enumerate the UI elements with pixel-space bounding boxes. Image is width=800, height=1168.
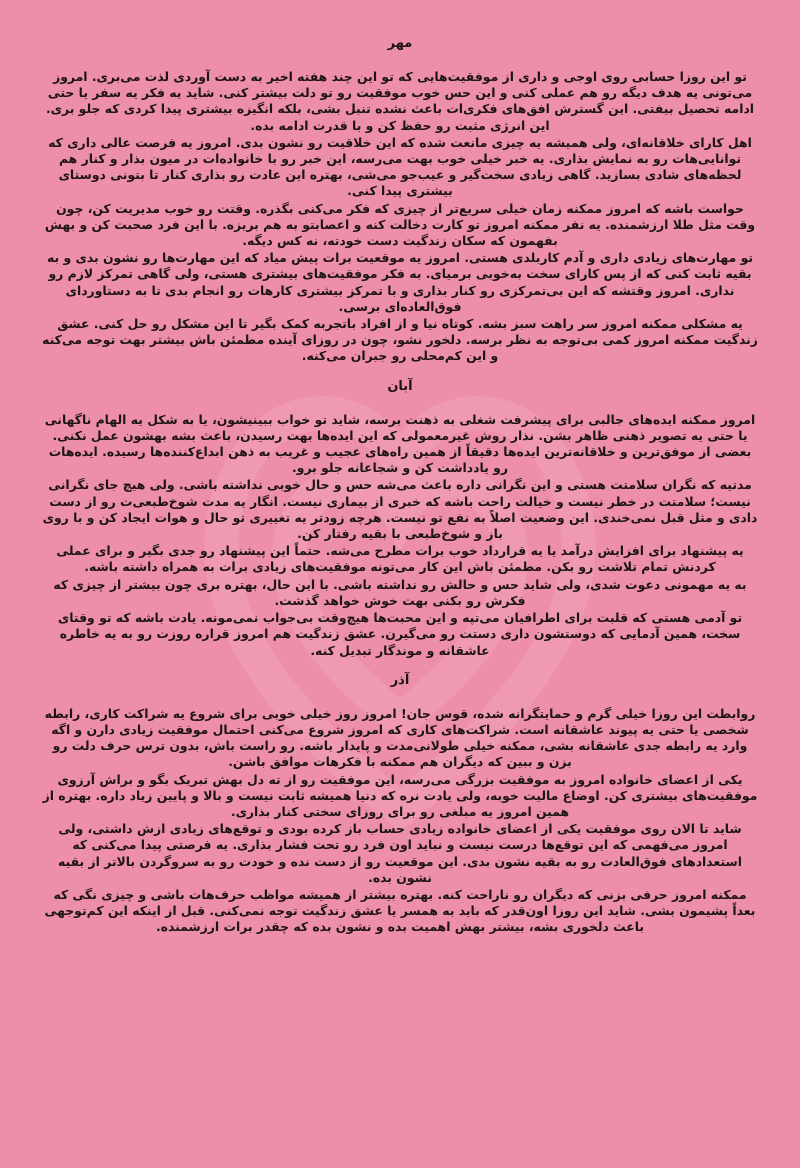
section-title: آبان [387, 378, 413, 394]
paragraph: روابطت این روزا خیلی گرم و حمایتگرانه شده، قوس جان! امروز روز خیلی خوبی برای شروع یه شراکت کاری، رابطه شخصی یا حتی یه پیوند عاشقانه است. شراکت‌های کاری که امروز شروع می‌کنی احتمال موفقیت زیادی دارن و اگه وارد یه رابطه جدی عاشقانه بشی، ممکنه خیلی طولانی‌مدت و پایدار باشه. رو راست باش، بدون ترس حرف دلت رو بزن و ببین که دیگران هم ممکنه با فکرهات موافق باشن. [44, 705, 756, 770]
paragraph: تو مهارت‌های زیادی داری و آدم کاربلدی هستی. امروز یه موقعیت برات پیش میاد که این مهارت‌ها رو نشون بدی و به بقیه ثابت کنی که از پس کارای سخت به‌خوبی برمیای. به فکر موفقیت‌های بیشتری هستی، ولی گاهی تمرکز لازم رو نداری. امروز وقتشه که این بی‌تمرکزی رو کنار بذاری و با تمرکز بیشتری کارهات رو انجام بدی تا به دستاوردای فوق‌العاده‌ای برسی. [47, 250, 753, 314]
section-aban [40, 379, 760, 659]
paragraph: یه مشکلی ممکنه امروز سر راهت سبز بشه. کوتاه نیا و از افراد باتجربه کمک بگیر تا این مشکل رو حل کنی. عشق زندگیت ممکنه امروز کمی بی‌توجه به نظر برسه. دلخور نشو، چون در روزای آینده مطمئن باش بیشتر بهت توجه می‌کنه و این کم‌محلی رو جبران می‌کنه. [42, 316, 758, 364]
paragraph: تو آدمی هستی که قلبت برای اطرافیان می‌تپه و این محبت‌ها هیچ‌وقت بی‌جواب نمی‌مونه. یادت باشه که تو وقتای سخت، همین آدمایی که دوستشون داری دستت رو می‌گیرن. عشق زندگیت هم امروز قراره روزت رو به یه خاطره عاشقانه و موندگار تبدیل کنه. [57, 610, 743, 658]
paragraph: حواست باشه که امروز ممکنه زمان خیلی سریع‌تر از چیزی که فکر می‌کنی بگذره. وقتت رو خوب مدیریت کن، چون وقت مثل طلا ارزشمنده. یه نفر ممکنه امروز تو کارت دخالت کنه و اعصابتو به هم بریزه. با این فرد صحبت کن و بهش بفهمون که سکان زندگیت دست خودته، نه کس دیگه. [44, 200, 756, 249]
paragraph: به یه مهمونی دعوت شدی، ولی شاید حس و حالش رو نداشته باشی. با این حال، بهتره بری چون بیشتر از چیزی که فکرش رو بکنی بهت خوش خواهد گذشت. [53, 576, 747, 608]
paragraph: تو این روزا حسابی روی اوجی و داری از موفقیت‌هایی که تو این چند هفته اخیر به دست آوردی لذت می‌بری. امروز می‌تونی یه هدف دیگه رو هم عملی کنی و این حس خوب موفقیت رو تو دلت بیشتر کنی. شاید یه فکر یه سفر یا حتی ادامه تحصیل بیفتی. این گسترش افق‌های فکری‌ات باعث نشده تنبل بشی، بلکه انگیزه بیشتری پیدا کردی که جلو بری. این انرژی مثبت رو حفظ کن و با قدرت ادامه بده. [45, 69, 755, 133]
section-mehr [40, 36, 760, 365]
paragraph: یه پیشنهاد برای افزایش درآمد یا یه قرارداد خوب برات مطرح می‌شه. حتماً این پیشنهاد رو جدی بگیر و برای عملی کردنش تمام تلاشت رو بکن. مطمئن باش این کار می‌تونه موفقیت‌های زیادی برات به همراه داشته باشه. [56, 543, 744, 575]
paragraph: اهل کارای خلاقانه‌ای، ولی همیشه یه چیزی مانعت شده که این خلاقیت رو نشون بدی. امروز یه فرصت عالی داری که توانایی‌هات رو به نمایش بذاری. یه خبر خیلی خوب بهت می‌رسه، این خبر رو با خانواده‌ات در میون بذار و کنار هم لحظه‌های شادی بسازید. گاهی زیادی سخت‌گیر و عیب‌جو می‌شی، بهتره این عادت رو بذاری کنار تا بتونی دوستای بیشتری پیدا کنی. [48, 134, 752, 199]
paragraph: مدتیه که نگران سلامتت هستی و این نگرانی داره باعث می‌شه حس و حال خوبی نداشته باشی. ولی هیچ جای نگرانی نیست؛ سلامتت در خطر نیست و خیالت راحت باشه که خبری از بیماری نیست. انگار یه مدت شوخ‌طبعی‌ت رو از دست دادی و مثل قبل نمی‌خندی. این وضعیت اصلاً به نفع تو نیست. هرچه زودتر یه تغییری تو حال و هوات ایجاد کن و با روی باز و شوخ‌طبعی با بقیه رفتار کن. [42, 477, 758, 542]
paragraph: یکی از اعضای خانواده امروز به موفقیت بزرگی می‌رسه، این موفقیت رو از ته دل بهش تبریک بگو و براش آرزوی موفقیت‌های بیشتری کن. اوضاع مالیت خوبه، ولی یادت نره که دنیا همیشه ثابت نیست و بالا و پایین زیاد داره. بهتره از همین امروز یه مبلغی رو برای روزای سختی کنار بذاری. [42, 771, 758, 819]
section-azar [40, 673, 760, 936]
paragraph: شاید تا الان روی موفقیت یکی از اعضای خانواده زیادی حساب باز کرده بودی و توقع‌های زیادی ازش داشتی، ولی امروز می‌فهمی که این توقع‌ها درست نیست و نباید اون فرد رو تحت فشار بذاری. یه فرصتی پیدا می‌کنی که استعدادهای فوق‌العادت رو به بقیه نشون بدی. این موقعیت رو از دست نده و خودت رو به سروگردن بالاتر از بقیه نشون بده. [58, 821, 742, 885]
paragraph: ممکنه امروز حرفی بزنی که دیگران رو ناراحت کنه. بهتره بیشتر از همیشه مواظب حرف‌هات باشی و چیزی نگی که بعداً پشیمون بشی. شاید این روزا اون‌قدر که باید به همسر یا عشق زندگیت توجه نمی‌کنی. قبل از اینکه این کم‌توجهی باعث دلخوری بشه، بیشتر بهش اهمیت بده و نشون بده که چقدر برات ارزشمنده. [44, 886, 756, 935]
section-title: آذر [390, 672, 410, 688]
paragraph: امروز ممکنه ایده‌های جالبی برای پیشرفت شغلی به ذهنت برسه، شاید تو خواب ببینیشون، یا به شکل یه الهام ناگهانی یا حتی یه تصویر ذهنی ظاهر بشن. نذار روش غیرمعمولی که این ایده‌ها بهت رسیدن، باعث بشه بهشون عمل نکنی. بعضی از موفق‌ترین و خلاقانه‌ترین ایده‌ها دقیقاً از همین راه‌های عجیب و غریب به ذهن ابداع‌کننده‌ها رسیده. ایده‌هات رو یادداشت کن و شجاعانه جلو برو. [44, 411, 756, 476]
section-title: مهر [387, 36, 413, 51]
